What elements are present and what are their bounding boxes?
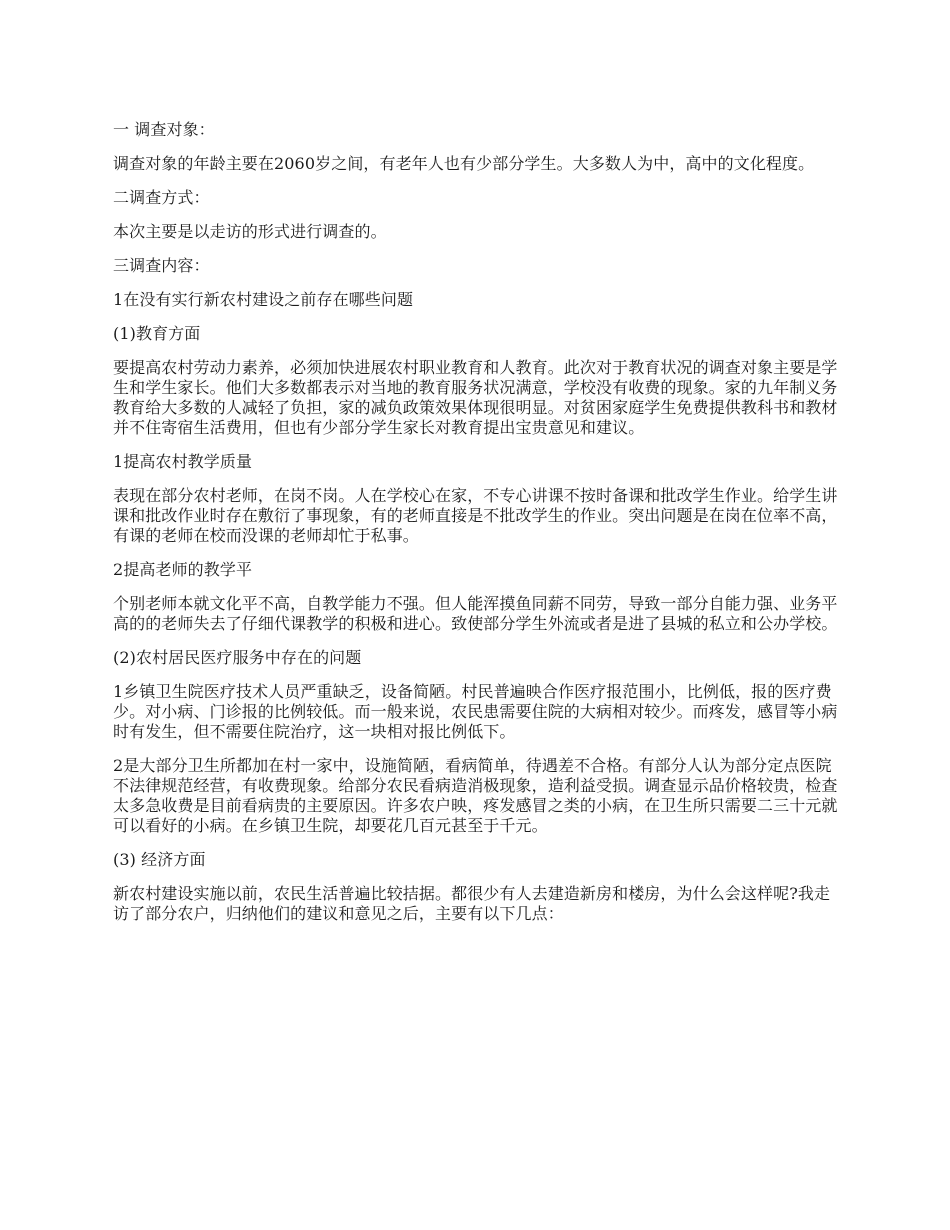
subheading-teacher-level: 2提高老师的教学平: [113, 560, 253, 579]
paragraph-teaching-quality: 表现在部分农村老师，在岗不岗。人在学校心在家，不专心讲课不按时备课和批改学生作业。给学生讲课和批改作业时存在敷衍了事现象，有的老师直接是不批改学生的作业。突出问题是在岗在位率不高，有课的老师在校而没课的老师却忙于私事。: [113, 486, 838, 545]
subheading-education: (1)教育方面: [113, 324, 201, 343]
heading-survey-subjects: 一 调查对象：: [113, 120, 215, 139]
paragraph-economy: 新农村建设实施以前，农民生活普遍比较拮据。都很少有人去建造新房和楼房，为什么会这样呢?我走访了部分农户，归纳他们的建议和意见之后，主要有以下几点：: [113, 884, 831, 923]
heading-survey-method: 二调查方式：: [113, 188, 210, 207]
heading-survey-content: 三调查内容：: [113, 256, 210, 275]
subheading-teaching-quality: 1提高农村教学质量: [113, 452, 253, 471]
subheading-medical: (2)农村居民医疗服务中存在的问题: [113, 648, 362, 667]
subheading-economy: (3) 经济方面: [113, 850, 206, 869]
document-page: [113, 120, 843, 938]
subheading-problems-before: 1在没有实行新农村建设之前存在哪些问题: [113, 290, 414, 309]
paragraph-medical-1: 1乡镇卫生院医疗技术人员严重缺乏，设备简陋。村民普遍映合作医疗报范围小，比例低，报的医疗费少。对小病、门诊报的比例较低。而一般来说，农民患需要住院的大病相对较少。而疼发，感冒等小病时有发生，但不需要住院治疗，这一块相对报比例低下。: [113, 682, 838, 741]
paragraph-teacher-level: 个别老师本就文化平不高，自教学能力不强。但人能浑摸鱼同薪不同劳，导致一部分自能力强、业务平高的的老师失去了仔细代课教学的积极和进心。致使部分学生外流或者是进了县城的私立和公办学校。: [113, 594, 838, 633]
paragraph-medical-2: 2是大部分卫生所都加在村一家中，设施简陋，看病简单，待遇差不合格。有部分人认为部分定点医院不法律规范经营，有收费现象。给部分农民看病造消极现象，造利益受损。调查显示品价格较贵，检查太多急收费是目前看病贵的主要原因。许多农户映，疼发感冒之类的小病，在卫生所只需要二三十元就可以看好的小病。在乡镇卫生院，却要花几百元甚至于千元。: [113, 756, 838, 835]
paragraph-education: 要提高农村劳动力素养，必须加快进展农村职业教育和人教育。此次对于教育状况的调查对象主要是学生和学生家长。他们大多数都表示对当地的教育服务状况满意，学校没有收费的现象。家的九年制义务教育给大多数的人减轻了负担，家的减负政策效果体现很明显。对贫困家庭学生免费提供教科书和教材并不住寄宿生活费用，但也有少部分学生家长对教育提出宝贵意见和建议。: [113, 358, 838, 437]
paragraph-survey-subjects: 调查对象的年龄主要在2060岁之间，有老年人也有少部分学生。大多数人为中，高中的文化程度。: [113, 154, 815, 173]
paragraph-survey-method: 本次主要是以走访的形式进行调查的。: [113, 222, 387, 241]
